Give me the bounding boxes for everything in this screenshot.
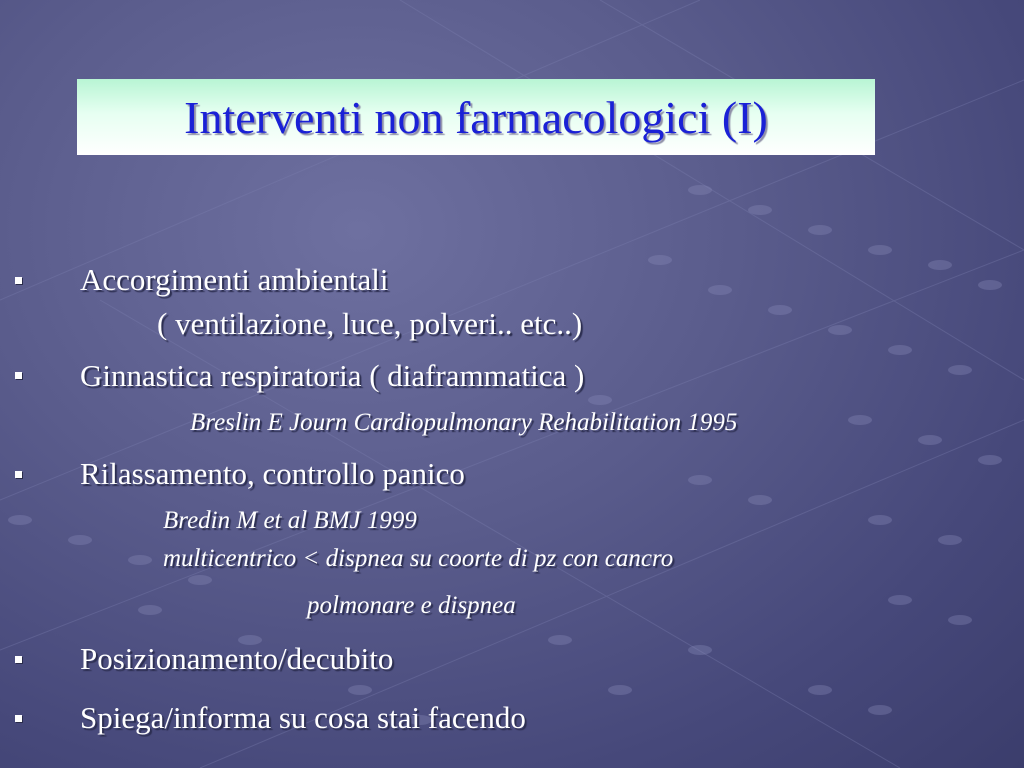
bullet-accorgimenti-detail: ( ventilazione, luce, polveri.. etc..) xyxy=(157,306,583,341)
reference-multicentrico: multicentrico < dispnea su coorte di pz con cancro xyxy=(163,545,674,572)
bullet-posizionamento: Posizionamento/decubito xyxy=(80,641,394,676)
reference-breslin: Breslin E Journ Cardiopulmonary Rehabilitation 1995 xyxy=(190,409,738,436)
reference-bredin: Bredin M et al BMJ 1999 xyxy=(163,507,417,534)
square-bullet-icon xyxy=(15,656,22,663)
reference-polmonare: polmonare e dispnea xyxy=(307,592,516,619)
bullet-ginnastica: Ginnastica respiratoria ( diaframmatica ) xyxy=(80,358,585,393)
bullet-accorgimenti: Accorgimenti ambientali xyxy=(80,262,389,297)
square-bullet-icon xyxy=(15,471,22,478)
slide-title: Interventi non farmacologici (I) xyxy=(184,91,768,143)
bullet-rilassamento: Rilassamento, controllo panico xyxy=(80,456,465,491)
square-bullet-icon xyxy=(15,372,22,379)
bullet-spiega: Spiega/informa su cosa stai facendo xyxy=(80,700,526,735)
title-box xyxy=(77,79,875,155)
square-bullet-icon xyxy=(15,277,22,284)
square-bullet-icon xyxy=(15,715,22,722)
